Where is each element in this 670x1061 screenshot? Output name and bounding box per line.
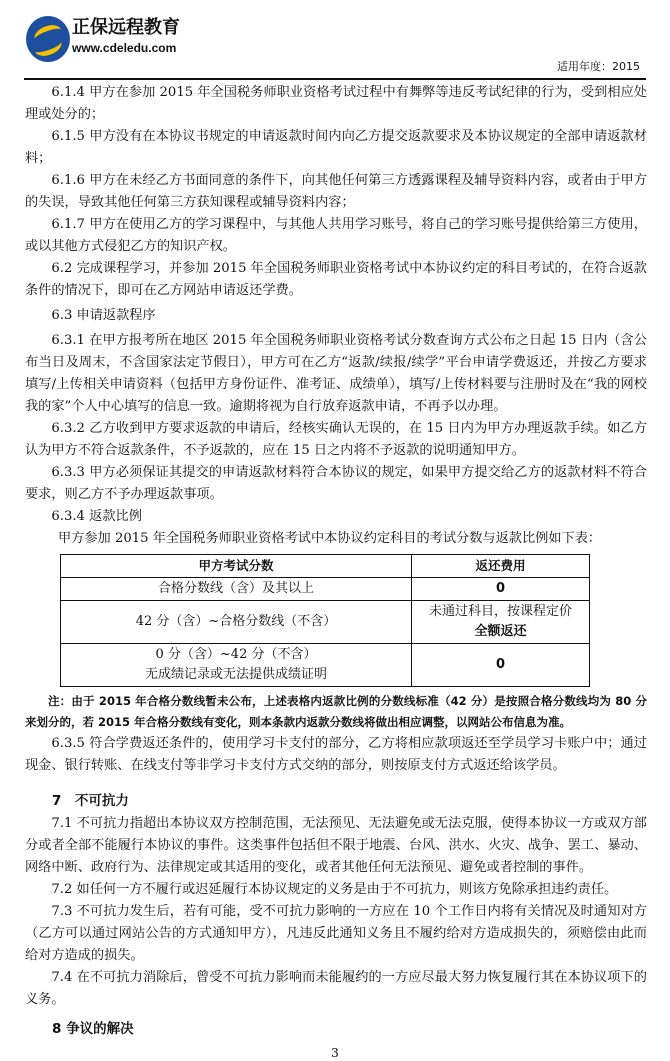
refund-value: 0 — [495, 581, 506, 596]
clause-7-1: 7.1 不可抗力指超出本协议双方控制范围，无法预见、无法避免或无法克服，使得本协议一方或双方部分或者全部不能履行本协议的事件。这类事件包括但不限于地震、台风、洪水、火灾、战争、罢工、暴动、网络中断、政府行为、法律规定或其适用的变化，或者其他任何无法预见、避免或者控制的事件。 — [25, 816, 647, 875]
refund-ratio-table — [60, 554, 590, 687]
clause-6-2: 6.2 完成课程学习，并参加 2015 年全国税务师职业资格考试中本协议约定的科目考试的，在符合返款条件的情况下，即可在乙方网站申请返还学费。 — [25, 261, 647, 298]
refund-cell — [412, 644, 590, 687]
refund-value: 未通过科目，按课程定价 — [428, 604, 572, 619]
brand-url: www.cdeledu.com — [72, 41, 177, 55]
brand-name: 正保远程教育 — [72, 17, 180, 38]
score-cell: 合格分数线（含）及其以上 — [61, 578, 412, 601]
header-divider — [24, 78, 646, 80]
refund-value-bold: 全额返还 — [474, 624, 527, 639]
refund-cell — [412, 601, 590, 644]
clause-6-3-4: 6.3.4 返款比例 — [51, 509, 142, 524]
clause-7-2: 7.2 如任何一方不履行或迟延履行本协议规定的义务是由于不可抗力，则该方免除承担违约责任。 — [51, 882, 618, 897]
header-score: 甲方考试分数 — [61, 555, 412, 578]
page-header — [0, 0, 670, 82]
clause-6-1-4: 6.1.4 甲方在参加 2015 年全国税务师职业资格考试过程中有舞弊等违反考试纪律的行为，受到相应处理或处分的； — [25, 85, 647, 122]
clause-6-3-5: 6.3.5 符合学费返还条件的，使用学习卡支付的部分，乙方将相应款项返还至学员学习卡账户中；通过现金、银行转账、在线支付等非学习卡支付方式交纳的部分，则按原支付方式返还给该学员。 — [25, 736, 647, 773]
header-refund: 返还费用 — [412, 555, 590, 578]
document-body — [25, 82, 647, 1041]
table-row — [61, 601, 590, 644]
refund-value: 0 — [495, 657, 506, 672]
table-intro: 甲方参加 2015 年全国税务师职业资格考试中本协议约定科目的考试分数与返款比例如下表： — [58, 531, 602, 546]
clause-6-3-2: 6.3.2 乙方收到甲方要求返款的申请后，经核实确认无误的，在 15 日内为甲方办理返款手续。如乙方认为甲方不符合返款条件，不予返款的，应在 15 日之内将不予返款的说明通知甲方。 — [25, 421, 647, 458]
clause-6-1-7: 6.1.7 甲方在使用乙方的学习课程中，与其他人共用学习账号，将自己的学习账号提供给第三方使用，或以其他方式侵犯乙方的知识产权。 — [25, 217, 647, 254]
applicable-year: 适用年度：2015 — [557, 60, 640, 73]
clause-7-3: 7.3 不可抗力发生后，若有可能，受不可抗力影响的一方应在 10 个工作日内将有关情况及时通知对方（乙方可以通过网站公告的方式通知甲方），凡违反此通知义务且不履约给对方造成损失的，须赔偿由此而给对方造成的损失。 — [25, 904, 647, 963]
clause-7-4: 7.4 在不可抗力消除后，曾受不可抗力影响而未能履约的一方应尽最大努力恢复履行其在本协议项下的义务。 — [25, 970, 647, 1007]
table-note: 注：由于 2015 年合格分数线暂未公布，上述表格内返款比例的分数线标准（42 分）是按照合格分数线均为 80 分来划分的，若 2015 年合格分数线有变化，则本条款内返款分数线将做出相应调整，以网站公布信息为准。 — [25, 694, 647, 729]
clause-6-3-heading: 6.3 申请返款程序 — [51, 308, 156, 323]
page-number: 3 — [331, 1046, 339, 1060]
clause-6-3-1: 6.3.1 在甲方报考所在地区 2015 年全国税务师职业资格考试分数查询方式公布之日起 15 日内（含公布当日及周末，不含国家法定节假日），甲方可在乙方“返款/续报/续学”平台申请学费返还，并按乙方要求填写/上传相关申请资料（包括甲方身份证件、准考证、成绩单），填写/上传材料要与注册时及在“我的网校我的家”个人中心填写的信息一致。逾期将视为自行放弃返款申请，不再予以办理。 — [25, 333, 647, 414]
score-cell: 42 分（含）~合格分数线（不含） — [61, 601, 412, 644]
section-7-heading: 7 不可抗力 — [52, 793, 129, 809]
table-header-row — [61, 555, 590, 578]
score-range: 0 分（含）~42 分（不含） — [155, 647, 317, 662]
refund-cell — [412, 578, 590, 601]
clause-6-1-6: 6.1.6 甲方在未经乙方书面同意的条件下，向其他任何第三方透露课程及辅导资料内容，或者由于甲方的失误，导致其他任何第三方获知课程或辅导资料内容； — [25, 173, 647, 210]
score-cell — [61, 644, 412, 687]
score-note: 无成绩记录或无法提供成绩证明 — [144, 667, 327, 682]
clause-6-3-3: 6.3.3 甲方必须保证其提交的申请返款材料符合本协议的规定，如果甲方提交给乙方的返款材料不符合要求，则乙方不予办理返款事项。 — [25, 465, 647, 502]
section-8-heading: 8 争议的解决 — [52, 1021, 134, 1037]
clause-6-1-5: 6.1.5 甲方没有在本协议书规定的申请返款时间内向乙方提交返款要求及本协议规定的全部申请返款材料； — [25, 129, 647, 166]
table-row — [61, 578, 590, 601]
logo-icon — [26, 16, 70, 62]
table-row — [61, 644, 590, 687]
